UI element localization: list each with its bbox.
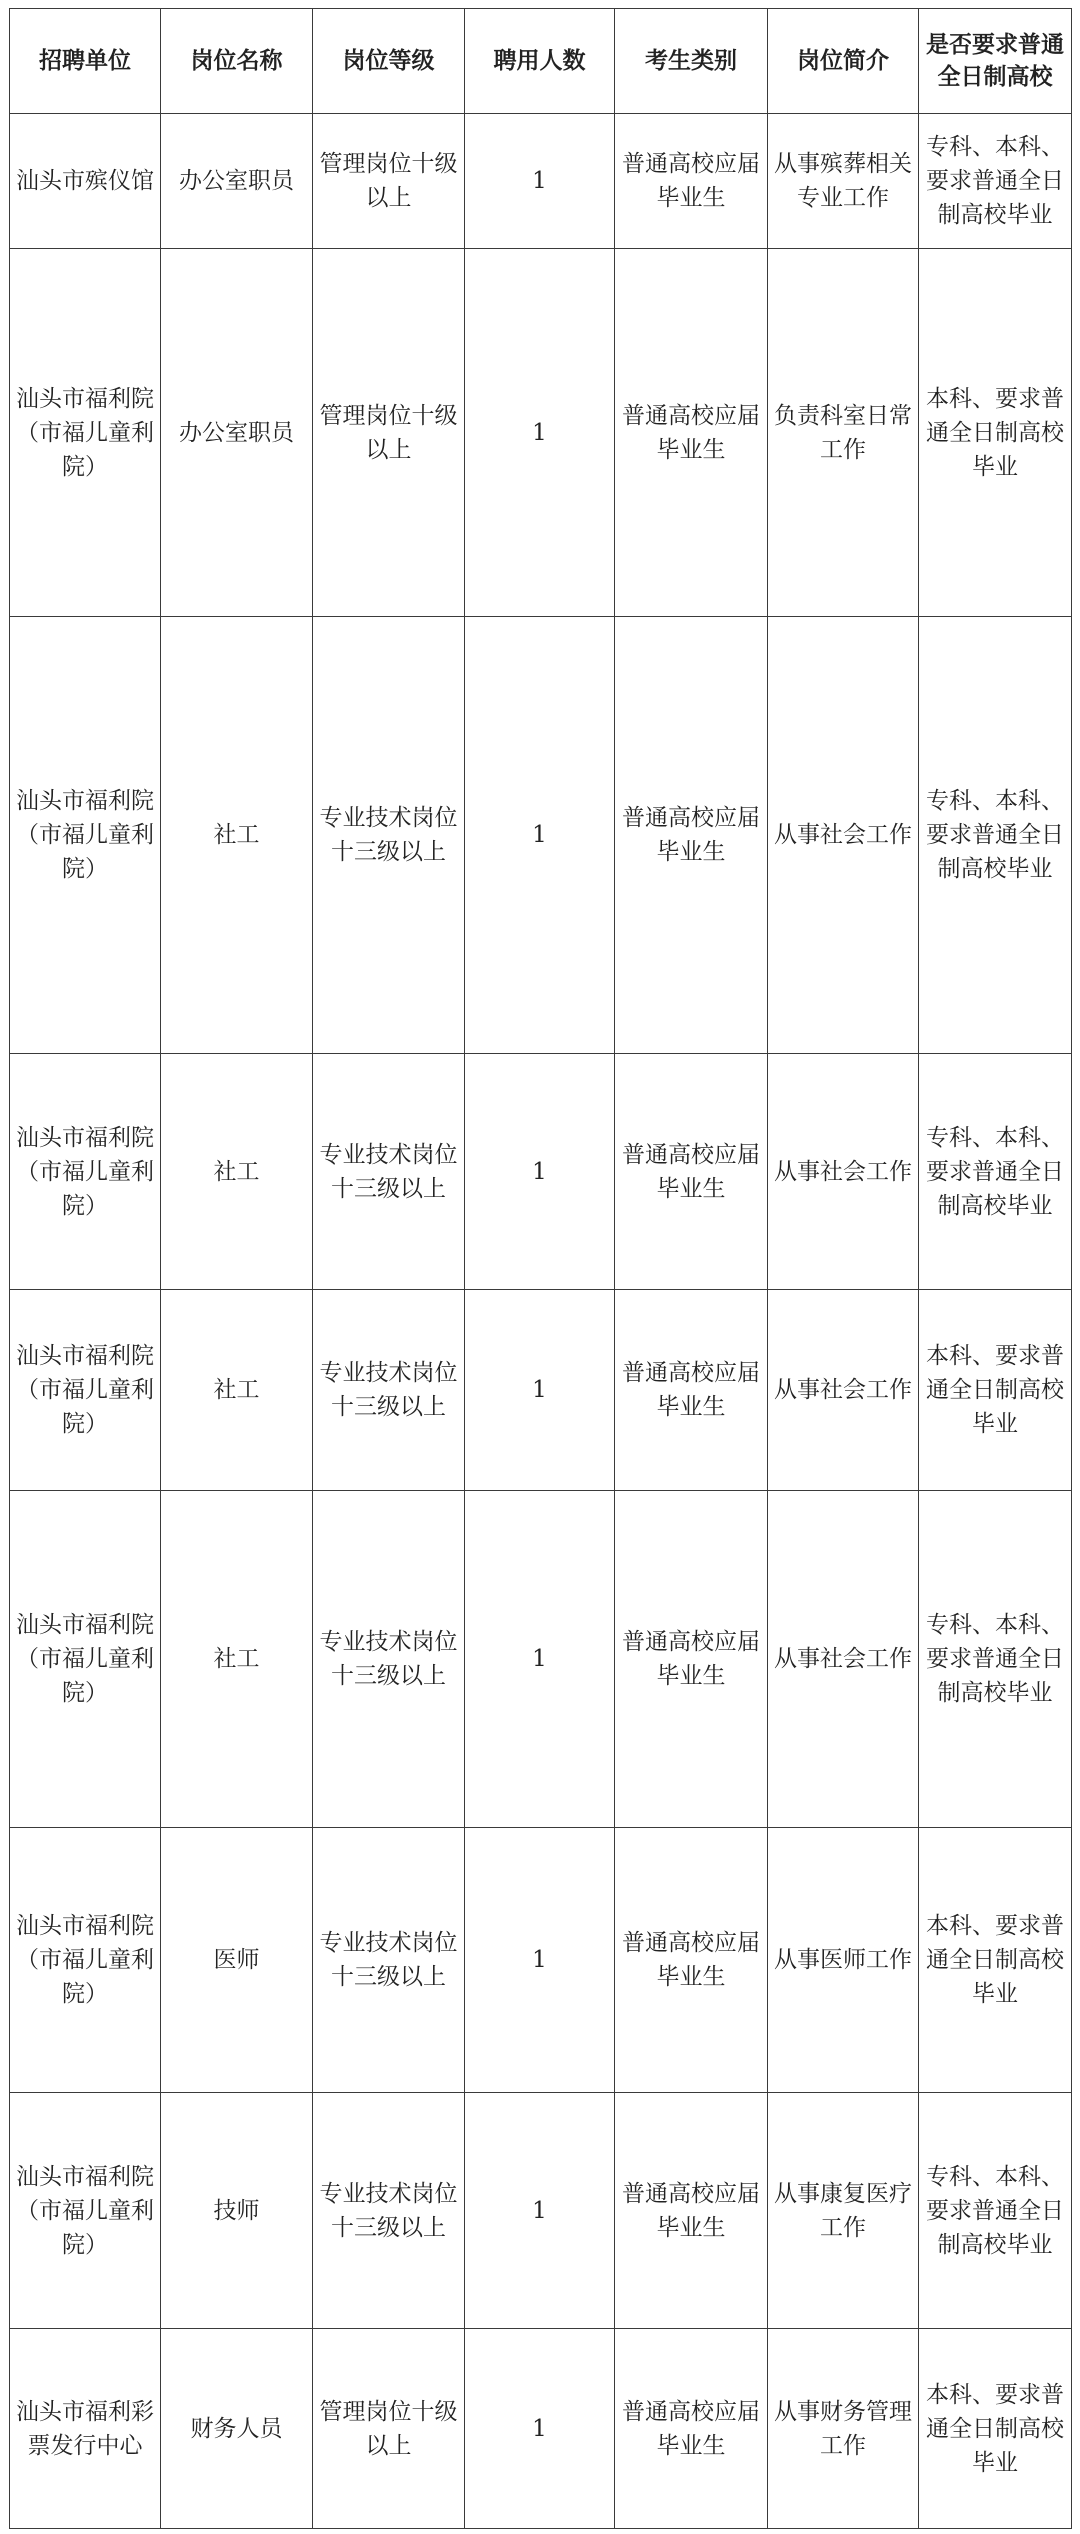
cell-post: 办公室职员	[161, 249, 313, 617]
cell-post: 社工	[161, 1491, 313, 1828]
cell-unit: 汕头市福利院（市福儿童利院）	[10, 249, 161, 617]
cell-requirement: 专科、本科、要求普通全日制高校毕业	[919, 1491, 1072, 1828]
cell-level: 专业技术岗位十三级以上	[313, 1054, 465, 1290]
cell-level: 专业技术岗位十三级以上	[313, 1491, 465, 1828]
header-desc: 岗位简介	[768, 9, 919, 114]
cell-post: 技师	[161, 2093, 313, 2329]
cell-type: 普通高校应届毕业生	[615, 1491, 768, 1828]
cell-level: 管理岗位十级以上	[313, 249, 465, 617]
header-type: 考生类别	[615, 9, 768, 114]
cell-count: 1	[465, 2329, 615, 2529]
cell-unit: 汕头市福利彩票发行中心	[10, 2329, 161, 2529]
cell-desc: 负责科室日常工作	[768, 249, 919, 617]
cell-type: 普通高校应届毕业生	[615, 114, 768, 249]
cell-unit: 汕头市殡仪馆	[10, 114, 161, 249]
table-row	[10, 617, 1072, 1054]
cell-requirement: 专科、本科、要求普通全日制高校毕业	[919, 114, 1072, 249]
cell-requirement: 本科、要求普通全日制高校毕业	[919, 1828, 1072, 2093]
table-row	[10, 1054, 1072, 1290]
table-row	[10, 249, 1072, 617]
cell-count: 1	[465, 1491, 615, 1828]
cell-unit: 汕头市福利院（市福儿童利院）	[10, 1491, 161, 1828]
cell-count: 1	[465, 249, 615, 617]
cell-level: 专业技术岗位十三级以上	[313, 1290, 465, 1491]
cell-post: 社工	[161, 1054, 313, 1290]
cell-count: 1	[465, 617, 615, 1054]
cell-unit: 汕头市福利院（市福儿童利院）	[10, 2093, 161, 2329]
recruitment-table	[9, 8, 1072, 2529]
cell-requirement: 专科、本科、要求普通全日制高校毕业	[919, 1054, 1072, 1290]
cell-post: 社工	[161, 1290, 313, 1491]
cell-level: 专业技术岗位十三级以上	[313, 1828, 465, 2093]
cell-desc: 从事社会工作	[768, 1054, 919, 1290]
table-row	[10, 2329, 1072, 2529]
cell-desc: 从事社会工作	[768, 1290, 919, 1491]
header-count: 聘用人数	[465, 9, 615, 114]
cell-post: 财务人员	[161, 2329, 313, 2529]
header-row	[10, 9, 1072, 114]
cell-requirement: 本科、要求普通全日制高校毕业	[919, 1290, 1072, 1491]
cell-requirement: 本科、要求普通全日制高校毕业	[919, 249, 1072, 617]
table-row	[10, 1491, 1072, 1828]
cell-level: 管理岗位十级以上	[313, 114, 465, 249]
cell-count: 1	[465, 1054, 615, 1290]
table-row	[10, 1290, 1072, 1491]
cell-type: 普通高校应届毕业生	[615, 249, 768, 617]
cell-desc: 从事社会工作	[768, 617, 919, 1054]
table-row	[10, 114, 1072, 249]
cell-desc: 从事社会工作	[768, 1491, 919, 1828]
cell-type: 普通高校应届毕业生	[615, 1828, 768, 2093]
cell-requirement: 本科、要求普通全日制高校毕业	[919, 2329, 1072, 2529]
header-unit: 招聘单位	[10, 9, 161, 114]
cell-desc: 从事财务管理工作	[768, 2329, 919, 2529]
cell-count: 1	[465, 114, 615, 249]
cell-requirement: 专科、本科、要求普通全日制高校毕业	[919, 617, 1072, 1054]
cell-type: 普通高校应届毕业生	[615, 2329, 768, 2529]
cell-desc: 从事康复医疗工作	[768, 2093, 919, 2329]
cell-type: 普通高校应届毕业生	[615, 1054, 768, 1290]
cell-requirement: 专科、本科、要求普通全日制高校毕业	[919, 2093, 1072, 2329]
cell-post: 医师	[161, 1828, 313, 2093]
table-row	[10, 1828, 1072, 2093]
cell-post: 社工	[161, 617, 313, 1054]
cell-count: 1	[465, 2093, 615, 2329]
cell-type: 普通高校应届毕业生	[615, 1290, 768, 1491]
cell-desc: 从事医师工作	[768, 1828, 919, 2093]
cell-count: 1	[465, 1290, 615, 1491]
cell-type: 普通高校应届毕业生	[615, 2093, 768, 2329]
cell-post: 办公室职员	[161, 114, 313, 249]
cell-level: 专业技术岗位十三级以上	[313, 617, 465, 1054]
header-level: 岗位等级	[313, 9, 465, 114]
cell-unit: 汕头市福利院（市福儿童利院）	[10, 1828, 161, 2093]
table-row	[10, 2093, 1072, 2329]
cell-unit: 汕头市福利院（市福儿童利院）	[10, 1054, 161, 1290]
cell-level: 管理岗位十级以上	[313, 2329, 465, 2529]
cell-type: 普通高校应届毕业生	[615, 617, 768, 1054]
cell-unit: 汕头市福利院（市福儿童利院）	[10, 1290, 161, 1491]
cell-desc: 从事殡葬相关专业工作	[768, 114, 919, 249]
header-post: 岗位名称	[161, 9, 313, 114]
cell-count: 1	[465, 1828, 615, 2093]
cell-unit: 汕头市福利院（市福儿童利院）	[10, 617, 161, 1054]
header-requirement: 是否要求普通全日制高校	[919, 9, 1072, 114]
cell-level: 专业技术岗位十三级以上	[313, 2093, 465, 2329]
